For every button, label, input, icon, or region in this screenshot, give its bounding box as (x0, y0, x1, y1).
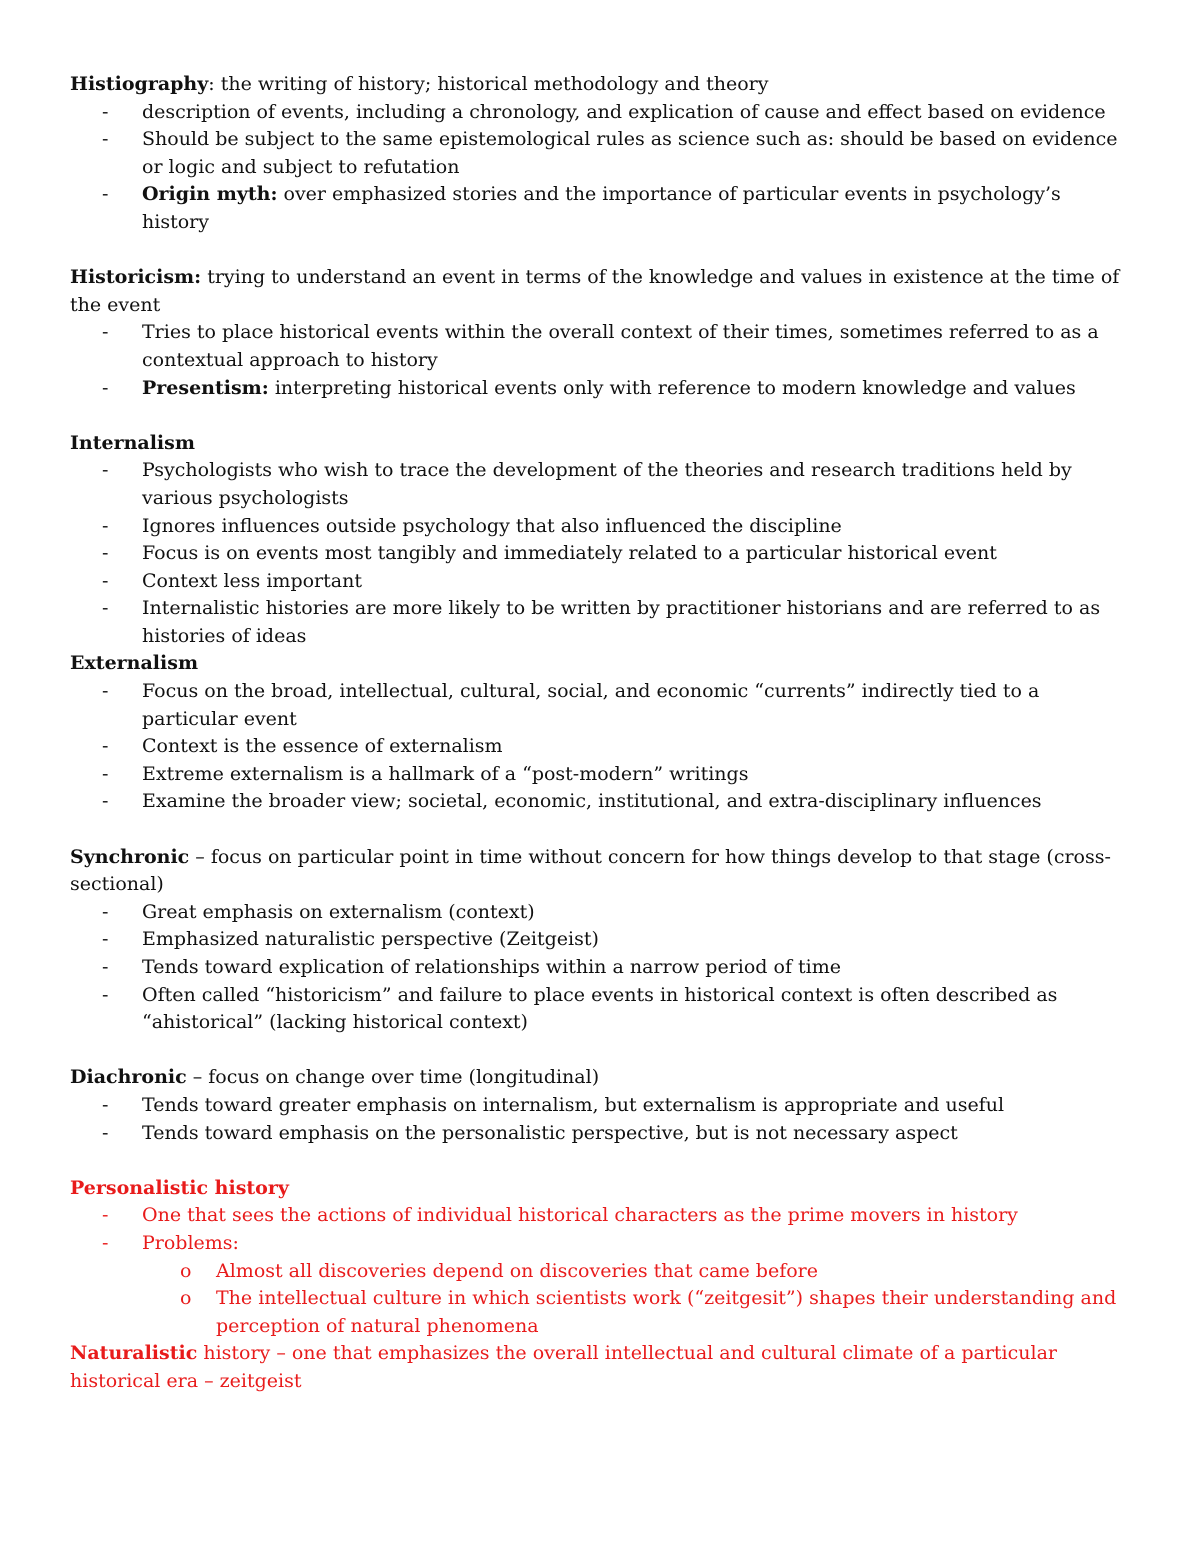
list-item (70, 457, 1132, 512)
histiography-definition: : the writing of history; historical methodology and theory (208, 73, 769, 95)
list-item (70, 954, 1132, 982)
sub-list-item-text: Almost all discoveries depend on discoveries that came before (216, 1259, 818, 1282)
list-item-text: Tends toward explication of relationships within a narrow period of time (142, 956, 841, 978)
list-item (70, 1202, 1132, 1230)
dash-marker: - (102, 1093, 109, 1116)
synchronic-definition: – focus on particular point in time without concern for how things develop to that stage (cross-sectional) (70, 845, 1111, 896)
list-item (70, 899, 1132, 927)
list-item-text: Extreme externalism is a hallmark of a “post-modern” writings (142, 762, 749, 785)
list-item (70, 678, 1132, 733)
dash-marker: - (102, 762, 109, 785)
dash-marker: - (102, 1121, 109, 1144)
term-synchronic: Synchronic (70, 845, 190, 868)
list-item (70, 1092, 1132, 1120)
list-item-text: Focus is on events most tangibly and immediately related to a particular historical event (142, 542, 997, 565)
internalism-heading (70, 430, 1132, 458)
section-diachronic (70, 1064, 1132, 1147)
blank-line (70, 816, 1132, 844)
list-item (70, 375, 1132, 403)
dash-marker: - (102, 735, 109, 758)
presentism-text: interpreting historical events only with reference to modern knowledge and values (268, 376, 1076, 399)
list-item (70, 540, 1132, 568)
dash-marker: - (102, 128, 109, 151)
term-externalism: Externalism (70, 652, 199, 675)
list-item-text: description of events, including a chronology, and explication of cause and effect based on evidence (142, 100, 1106, 123)
dash-marker: - (102, 514, 109, 537)
dash-marker: - (102, 569, 109, 592)
list-item (70, 181, 1132, 236)
externalism-heading (70, 650, 1132, 678)
list-item-text: Context less important (142, 569, 362, 592)
list-item (70, 319, 1132, 374)
term-presentism: Presentism: (142, 376, 269, 399)
externalism-list (70, 678, 1132, 816)
dash-marker: - (102, 900, 109, 923)
dash-marker: - (102, 928, 109, 951)
circle-marker: o (180, 1259, 192, 1282)
diachronic-definition: – focus on change over time (longitudinal) (186, 1066, 600, 1089)
dash-marker: - (102, 183, 109, 206)
term-histiography: Histiography (70, 73, 209, 95)
list-item (70, 568, 1132, 596)
list-item (70, 1230, 1132, 1258)
historicism-definition: trying to understand an event in terms of the knowledge and values in existence at the time of the event (70, 266, 1120, 316)
origin-myth-text: over emphasized stories and the importance of particular events in psychology’s history (142, 183, 1061, 233)
list-item (70, 788, 1132, 816)
dash-marker: - (102, 376, 109, 399)
histiography-heading (70, 71, 1132, 99)
list-item-text: Emphasized naturalistic perspective (Zeitgeist) (142, 928, 599, 951)
sub-list-item (70, 1285, 1132, 1340)
list-item-text: Often called “historicism” and failure to place events in historical context is often described as “ahistorical” (lacking historical context) (142, 983, 1058, 1034)
list-item-text: Examine the broader view; societal, economic, institutional, and extra-disciplinary influences (142, 790, 1042, 813)
list-item-text: Focus on the broad, intellectual, cultural, social, and economic “currents” indirectly tied to a particular event (142, 680, 1040, 730)
term-diachronic: Diachronic (70, 1066, 187, 1089)
dash-marker: - (102, 956, 109, 978)
dash-marker: - (102, 983, 109, 1006)
list-item (70, 982, 1132, 1037)
blank-line (70, 1037, 1132, 1065)
personalistic-heading (70, 1175, 1132, 1203)
list-item-text: Tries to place historical events within the overall context of their times, sometimes referred to as a contextual approach to history (142, 321, 1099, 371)
dash-marker: - (102, 542, 109, 565)
personalistic-sublist (70, 1258, 1132, 1341)
list-item-text: Problems: (142, 1231, 239, 1254)
list-item-text: Psychologists who wish to trace the development of the theories and research traditions held by various psychologists (142, 459, 1072, 509)
list-item (70, 126, 1132, 181)
list-item-text: Internalistic histories are more likely to be written by practitioner historians and are referred to as histories of ideas (142, 597, 1101, 647)
sub-list-item-text: The intellectual culture in which scientists work (“zeitgesit”) shapes their understanding and perception of natural phenomena (216, 1287, 1117, 1337)
dash-marker: - (102, 680, 109, 703)
section-naturalistic (70, 1340, 1132, 1395)
term-internalism: Internalism (70, 431, 195, 454)
personalistic-list (70, 1202, 1132, 1257)
list-item-text: Tends toward greater emphasis on internalism, but externalism is appropriate and useful (142, 1093, 1005, 1116)
blank-line (70, 1147, 1132, 1175)
list-item-text: Should be subject to the same epistemological rules as science such as: should be based on evidence or logic and subject to refutation (142, 128, 1118, 178)
dash-marker: - (102, 1231, 109, 1254)
internalism-list (70, 457, 1132, 650)
list-item (70, 99, 1132, 127)
list-item-text: Great emphasis on externalism (context) (142, 900, 535, 923)
naturalistic-definition: history – one that emphasizes the overall intellectual and cultural climate of a particular historical era – zeitgeist (70, 1342, 1057, 1392)
term-historicism: Historicism: (70, 266, 202, 289)
term-naturalistic: Naturalistic (70, 1342, 198, 1365)
term-origin-myth: Origin myth: (142, 183, 278, 206)
section-personalistic (70, 1175, 1132, 1341)
diachronic-list (70, 1092, 1132, 1147)
list-item (70, 513, 1132, 541)
dash-marker: - (102, 1204, 109, 1227)
list-item-text: One that sees the actions of individual historical characters as the prime movers in history (142, 1204, 1018, 1227)
section-histiography (70, 71, 1132, 237)
blank-line (70, 237, 1132, 265)
section-historicism (70, 264, 1132, 402)
term-personalistic-history: Personalistic history (70, 1176, 289, 1199)
dash-marker: - (102, 790, 109, 813)
naturalistic-heading (70, 1340, 1132, 1395)
dash-marker: - (102, 321, 109, 344)
document-page (70, 71, 1132, 1396)
diachronic-heading (70, 1064, 1132, 1092)
section-synchronic (70, 844, 1132, 1037)
synchronic-list (70, 899, 1132, 1037)
historicism-list (70, 319, 1132, 402)
dash-marker: - (102, 100, 109, 123)
list-item (70, 761, 1132, 789)
list-item (70, 733, 1132, 761)
section-internalism (70, 430, 1132, 651)
circle-marker: o (180, 1287, 192, 1310)
list-item-text: Tends toward emphasis on the personalistic perspective, but is not necessary aspect (142, 1121, 958, 1144)
list-item (70, 595, 1132, 650)
list-item (70, 1120, 1132, 1148)
historicism-heading (70, 264, 1132, 319)
list-item (70, 926, 1132, 954)
histiography-list (70, 99, 1132, 237)
blank-line (70, 402, 1132, 430)
dash-marker: - (102, 597, 109, 620)
sub-list-item (70, 1258, 1132, 1286)
section-externalism (70, 650, 1132, 816)
list-item-text: Context is the essence of externalism (142, 735, 503, 758)
synchronic-heading (70, 844, 1132, 899)
dash-marker: - (102, 459, 109, 482)
list-item-text: Ignores influences outside psychology that also influenced the discipline (142, 514, 842, 537)
